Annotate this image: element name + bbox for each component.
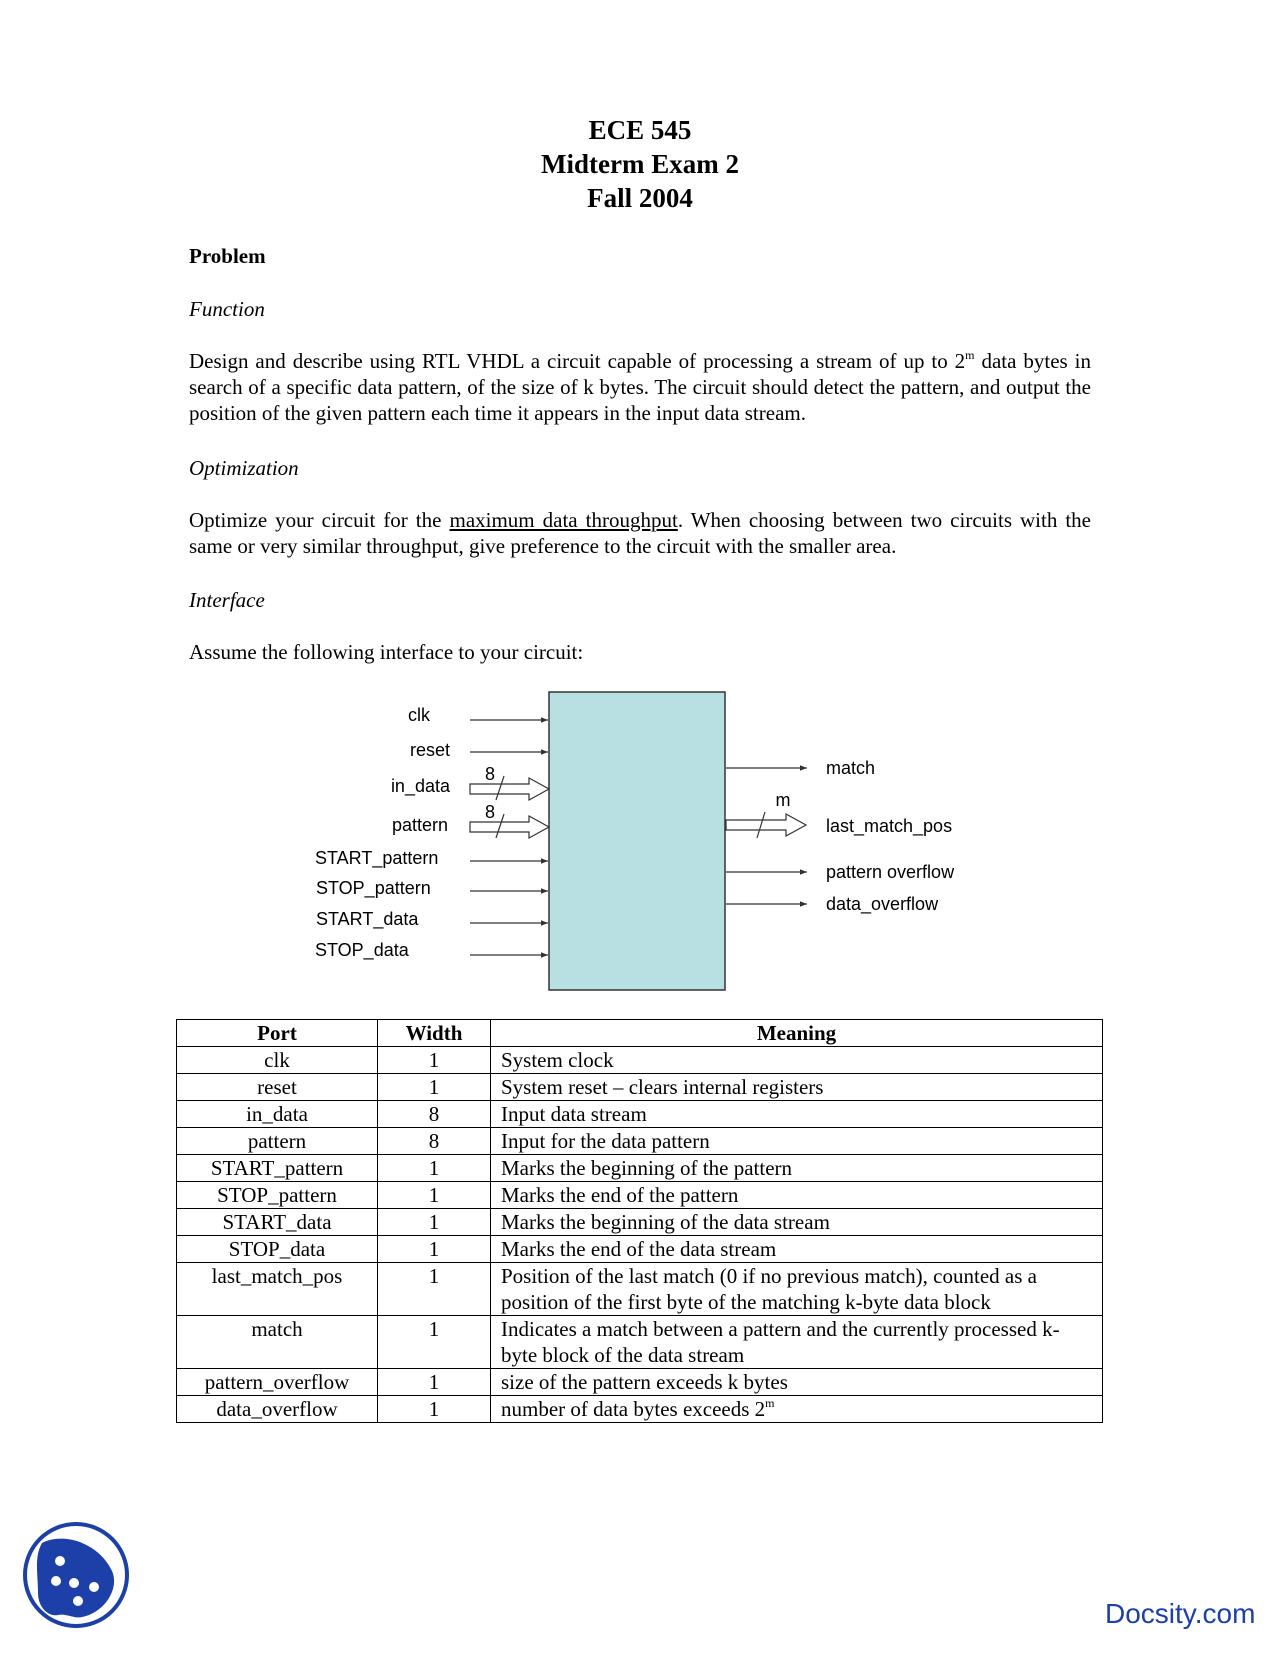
port-cell: last_match_pos: [177, 1263, 378, 1316]
exam-title: Midterm Exam 2: [541, 149, 739, 179]
table-row: [177, 1236, 1103, 1263]
width-cell: 1: [378, 1047, 491, 1074]
width-cell: 1: [378, 1209, 491, 1236]
table-row: [177, 1074, 1103, 1101]
width-cell: 1: [378, 1155, 491, 1182]
course-title: ECE 545: [588, 115, 692, 145]
pattern-width-label: 8: [484, 802, 496, 822]
table-row: [177, 1047, 1103, 1074]
port-cell: in_data: [177, 1101, 378, 1128]
input-label-in-data: in_data: [390, 776, 450, 796]
output-label-pattern-overflow: pattern overflow: [826, 862, 955, 882]
pattern-bus-arrow: [470, 816, 549, 838]
width-cell: 1: [378, 1316, 491, 1369]
port-cell: STOP_data: [177, 1236, 378, 1263]
table-row: [177, 1209, 1103, 1236]
function-heading: Function: [189, 297, 265, 321]
table-row: [177, 1128, 1103, 1155]
output-label-data-overflow: data_overflow: [826, 894, 939, 914]
port-cell: match: [177, 1316, 378, 1369]
docsity-brand-link[interactable]: Docsity.com: [1105, 1598, 1256, 1629]
last-match-pos-bus-slash: [757, 812, 765, 838]
term-title: Fall 2004: [587, 183, 693, 213]
meaning-cell: size of the pattern exceeds k bytes: [491, 1369, 1103, 1396]
meaning-cell: Position of the last match (0 if no previous match), counted as a position of the first byte of the matching k-byte data block: [491, 1263, 1103, 1316]
port-cell: START_pattern: [177, 1155, 378, 1182]
width-cell: 1: [378, 1263, 491, 1316]
width-cell: 8: [378, 1128, 491, 1155]
last-match-pos-bus-arrow: [726, 814, 806, 836]
circuit-block: [549, 692, 725, 990]
table-row: [177, 1155, 1103, 1182]
width-cell: 1: [378, 1396, 491, 1423]
interface-heading: Interface: [189, 588, 265, 612]
port-table: [176, 1019, 1103, 1423]
output-label-match: match: [826, 758, 876, 778]
table-row: [177, 1182, 1103, 1209]
input-label-start-pattern: START_pattern: [315, 848, 439, 868]
optimization-paragraph: Optimize your circuit for the maximum data throughput. When choosing between two circuits with the same or very similar throughput, give preference to the circuit with the smaller area.: [189, 508, 1092, 558]
input-label-start-data: START_data: [316, 909, 419, 929]
port-cell: pattern_overflow: [177, 1369, 378, 1396]
pattern-bus-slash: [496, 814, 504, 838]
input-label-clk: clk: [408, 705, 430, 725]
meaning-cell: Marks the end of the pattern: [491, 1182, 1103, 1209]
header-meaning: Meaning: [491, 1020, 1103, 1047]
port-cell: START_data: [177, 1209, 378, 1236]
meaning-cell: Marks the beginning of the data stream: [491, 1209, 1103, 1236]
width-cell: 1: [378, 1369, 491, 1396]
header-port: Port: [177, 1020, 378, 1047]
port-cell: clk: [177, 1047, 378, 1074]
table-row: [177, 1101, 1103, 1128]
meaning-cell: System clock: [491, 1047, 1103, 1074]
width-cell: 1: [378, 1236, 491, 1263]
problem-heading: Problem: [189, 244, 266, 268]
table-row: [177, 1316, 1103, 1369]
meaning-cell: Input for the data pattern: [491, 1128, 1103, 1155]
interface-intro: Assume the following interface to your circuit:: [189, 640, 584, 664]
in-data-width-label: 8: [484, 764, 496, 784]
meaning-cell: number of data bytes exceeds 2$^m$: [491, 1396, 1103, 1423]
table-header-row: [177, 1020, 1103, 1047]
header-width: Width: [378, 1020, 491, 1047]
port-cell: data_overflow: [177, 1396, 378, 1423]
optimization-heading: Optimization: [189, 456, 299, 480]
table-row: [177, 1263, 1103, 1316]
table-row: [177, 1369, 1103, 1396]
interface-diagram: [0, 680, 1280, 1000]
port-cell: STOP_pattern: [177, 1182, 378, 1209]
docsity-logo-icon[interactable]: [22, 1521, 130, 1629]
width-cell: 1: [378, 1074, 491, 1101]
port-cell: reset: [177, 1074, 378, 1101]
port-cell: pattern: [177, 1128, 378, 1155]
width-cell: 8: [378, 1101, 491, 1128]
meaning-cell: Input data stream: [491, 1101, 1103, 1128]
output-label-last-match-pos: last_match_pos: [826, 816, 953, 836]
in-data-bus-slash: [496, 776, 504, 800]
input-label-reset: reset: [409, 740, 450, 760]
meaning-cell: Marks the beginning of the pattern: [491, 1155, 1103, 1182]
width-cell: 1: [378, 1182, 491, 1209]
meaning-cell: System reset – clears internal registers: [491, 1074, 1103, 1101]
last-match-pos-width-label: m: [775, 790, 791, 810]
input-label-pattern: pattern: [391, 815, 448, 835]
input-label-stop-data: STOP_data: [315, 940, 409, 960]
in-data-bus-arrow: [470, 778, 549, 800]
function-paragraph: Design and describe using RTL VHDL a circuit capable of processing a stream of up to 2$^m$ data bytes in search of a specific data pattern, of the size of k bytes. The circuit should detect the pattern, and output the position of the given pattern each time it appears in the input data stream.: [189, 348, 1091, 425]
meaning-cell: Indicates a match between a pattern and the currently processed k-byte block of the data stream: [491, 1316, 1103, 1369]
meaning-cell: Marks the end of the data stream: [491, 1236, 1103, 1263]
input-label-stop-pattern: STOP_pattern: [316, 878, 431, 898]
table-row: [177, 1396, 1103, 1423]
